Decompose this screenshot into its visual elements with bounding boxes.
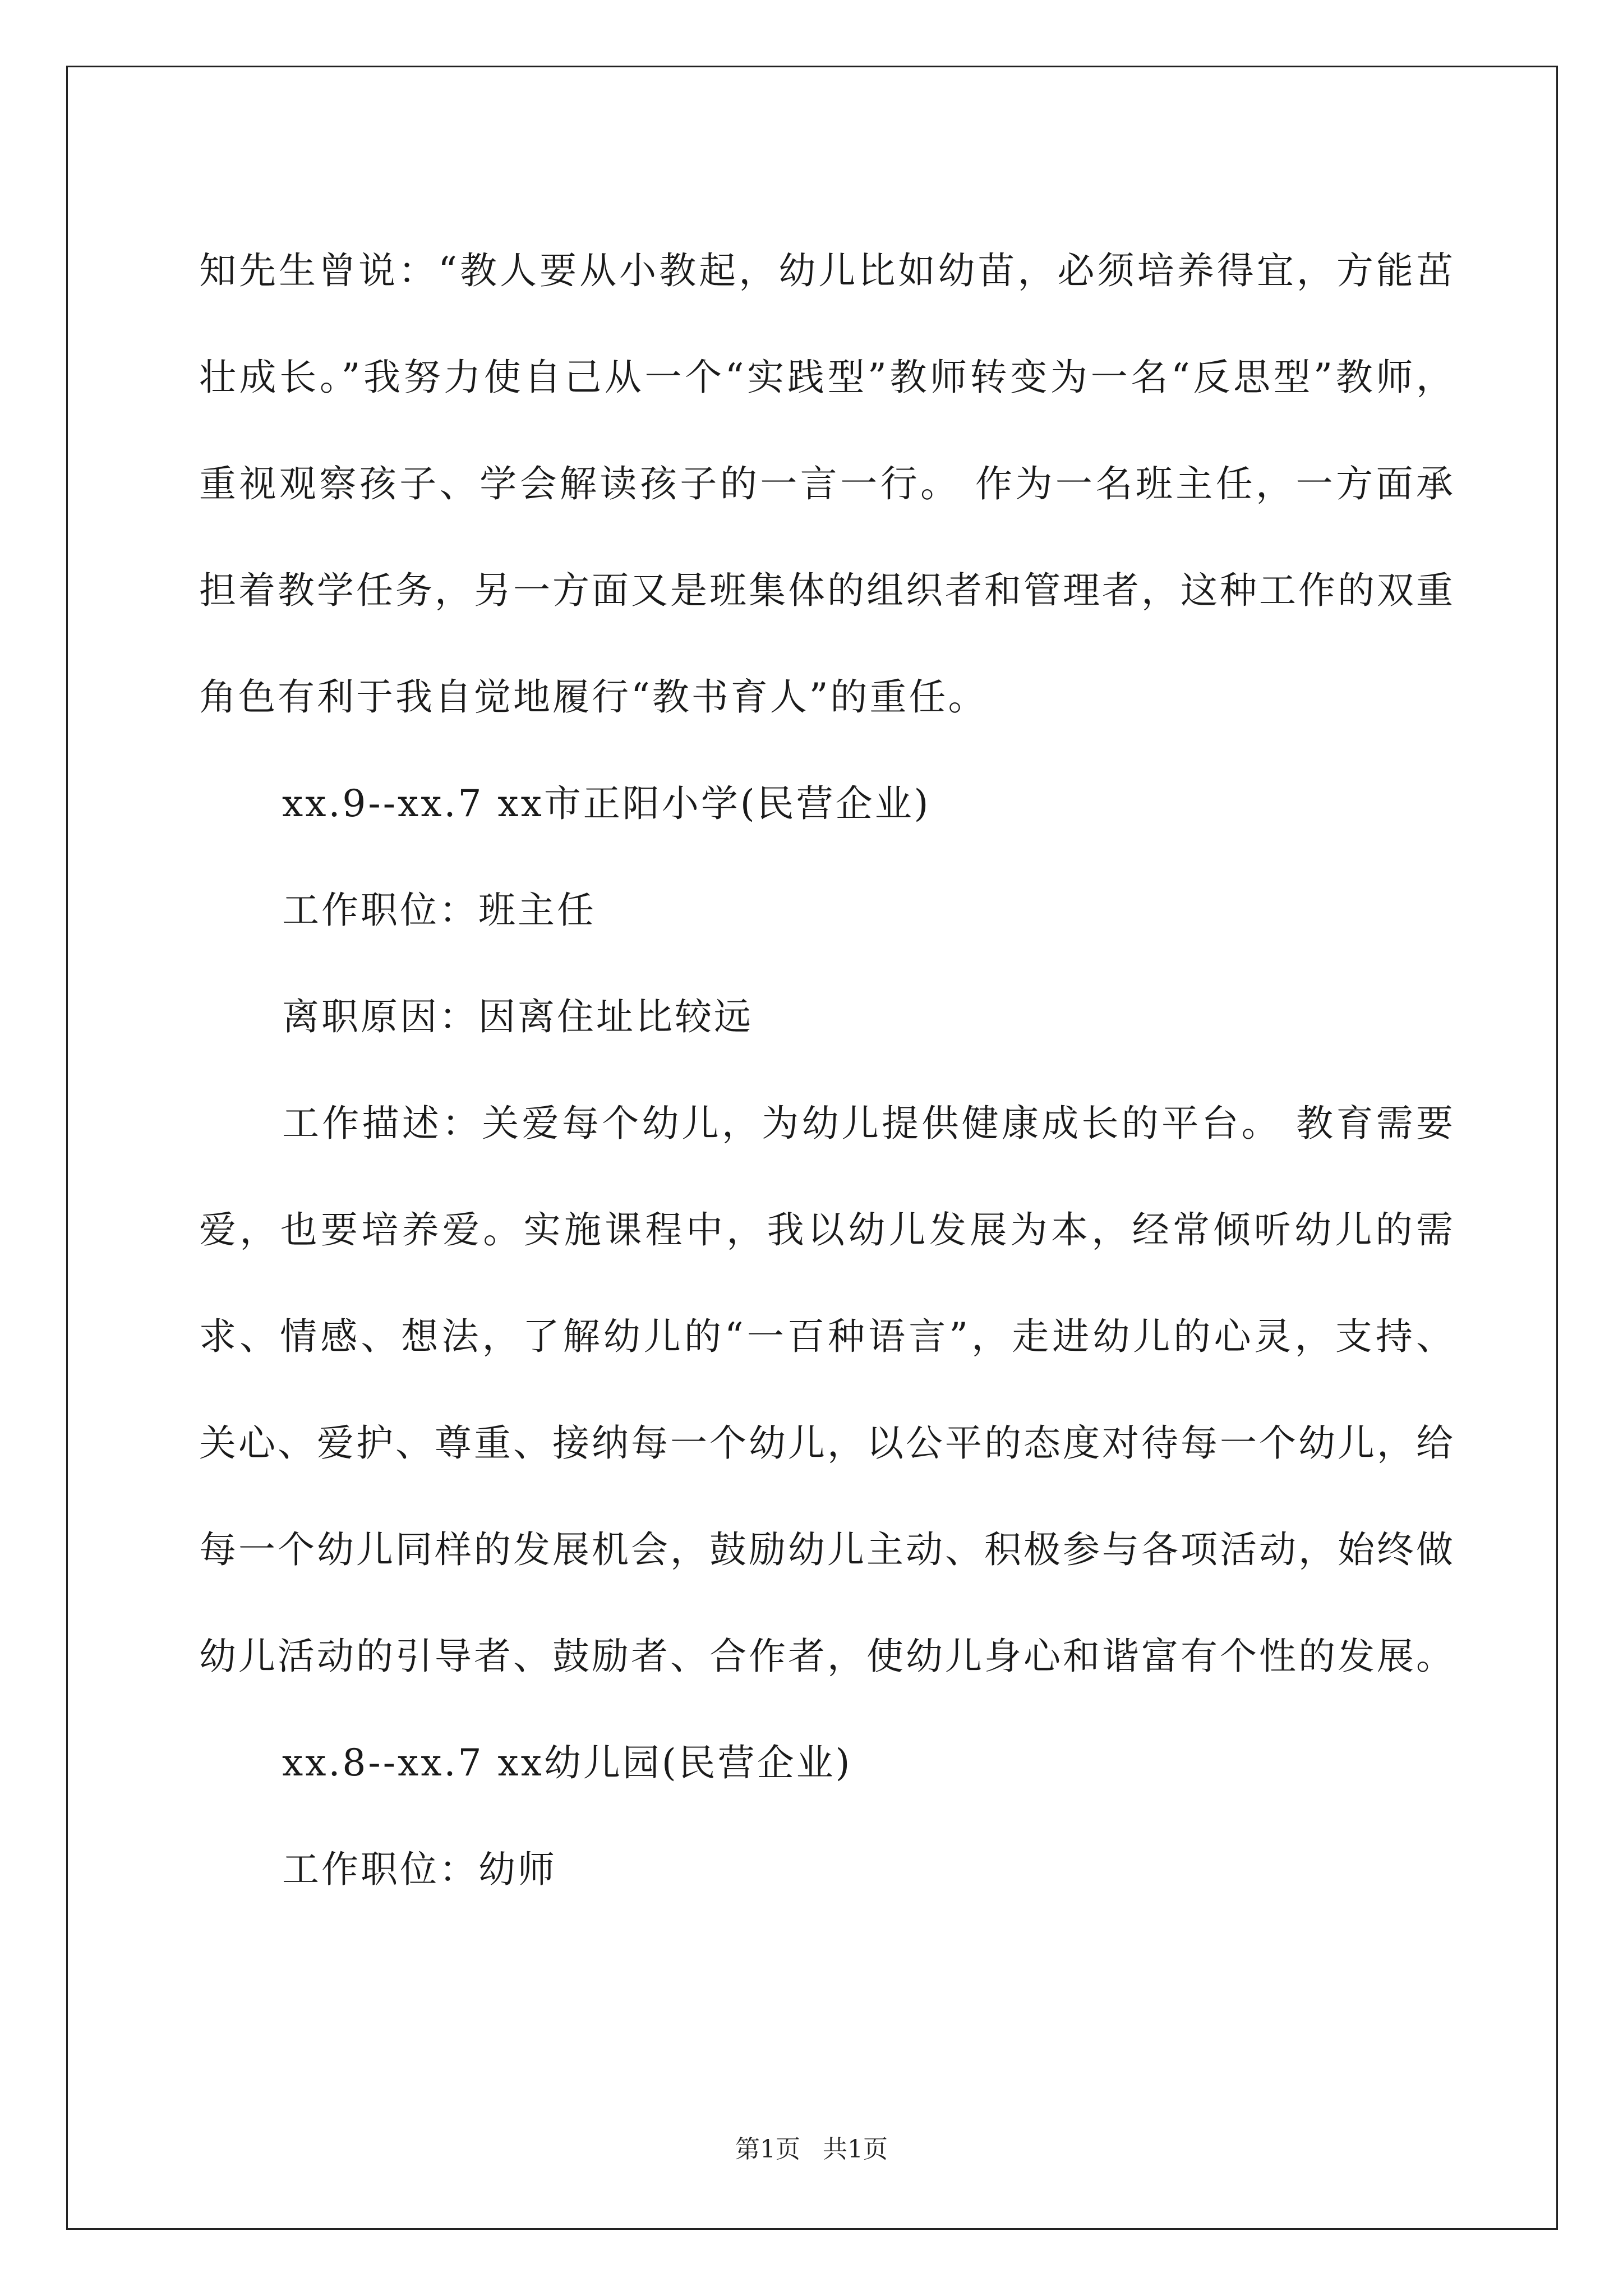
- paragraph-intro-continuation: 知先生曾说：“教人要从小教起，幼儿比如幼苗，必须培养得宜，方能茁壮成长。”我努力使自己从一个“实践型”教师转变为一名“反思型”教师，重视观察孩子、学会解读孩子的一言一行。 作为一名班主任，一方面承担着教学任务，另一方面又是班集体的组织者和管理者，这种工作的双重角色有利于我自觉地履行“教书育人”的重任。: [199, 249, 1455, 719]
- job-position: 工作职位：幼师: [282, 1848, 557, 1891]
- document-body: [199, 218, 1455, 1923]
- job-description: 工作描述：关爱每个幼儿，为幼儿提供健康成长的平台。 教育需要爱，也要培养爱。实施课程中，我以幼儿发展为本，经常倾听幼儿的需求、情感、想法，了解幼儿的“一百种语言”，走进幼儿的心灵，支持、关心、爱护、尊重、接纳每一个幼儿，以公平的态度对待每一个幼儿，给每一个幼儿同样的发展机会，鼓励幼儿主动、积极参与各项活动，始终做幼儿活动的引导者、鼓励者、合作者，使幼儿身心和谐富有个性的发展。: [199, 1102, 1455, 1678]
- page-footer: [0, 2129, 1623, 2165]
- job-position: 工作职位：班主任: [282, 889, 596, 932]
- page-number: 第1页: [735, 2135, 800, 2164]
- page-total: 共1页: [823, 2135, 888, 2164]
- job-entry-heading: xx.8--xx.7 xx幼儿园(民营企业): [282, 1741, 852, 1784]
- leaving-reason: 离职原因：因离住址比较远: [282, 995, 753, 1038]
- job-entry-heading: xx.9--xx.7 xx市正阳小学(民营企业): [282, 782, 931, 825]
